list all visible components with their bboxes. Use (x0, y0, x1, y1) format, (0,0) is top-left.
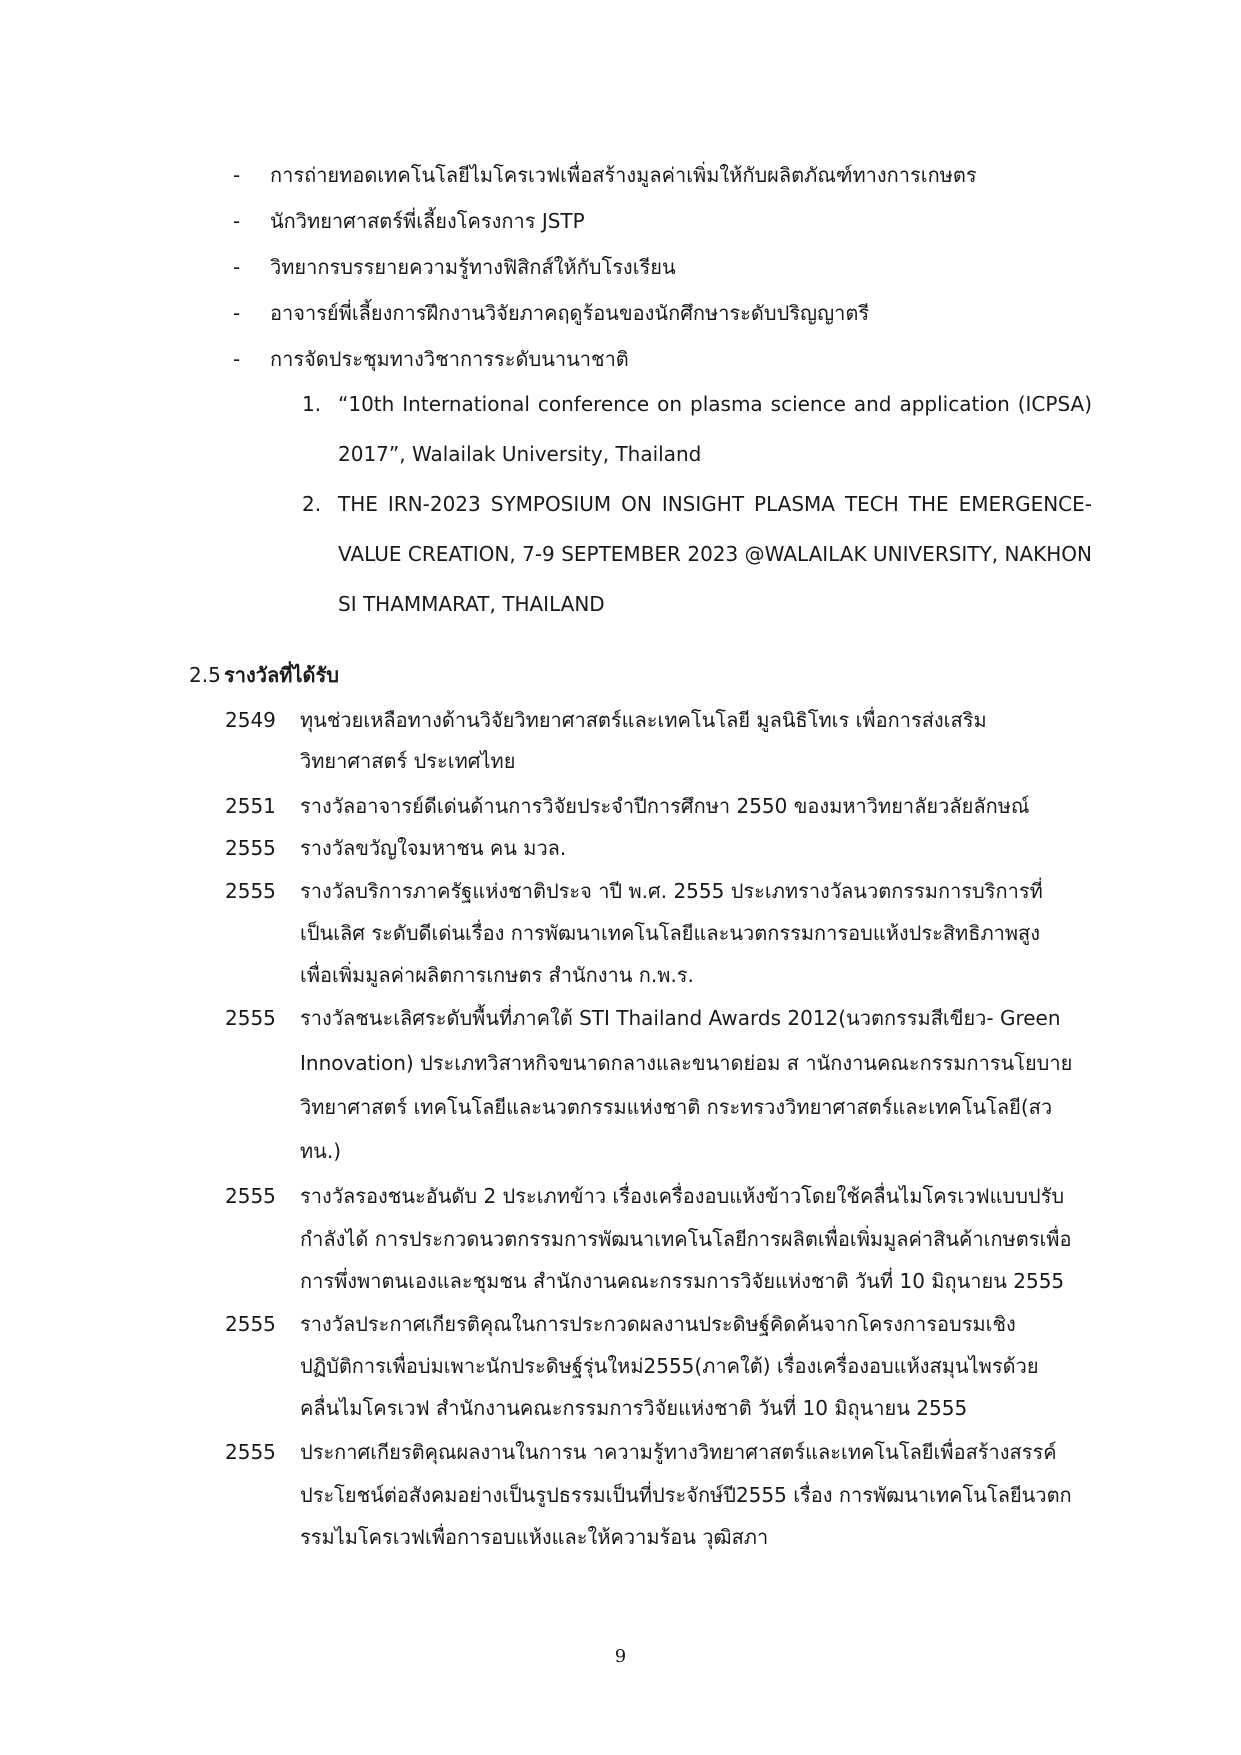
bullet-marker: - (233, 301, 241, 325)
conference-line: SI THAMMARAT, THAILAND (338, 592, 605, 616)
award-line: รรมไมโครเวฟเพื่อการอบแห้งและให้ความร้อน วุฒิสภา (300, 1525, 769, 1549)
award-year: 2555 (225, 1440, 276, 1464)
award-line: เพื่อเพิ่มมูลค่าผลิตการเกษตร สำนักงาน ก.พ.ร. (300, 963, 694, 987)
award-year: 2555 (225, 1312, 276, 1336)
award-line: ปฏิบัติการเพื่อบ่มเพาะนักประดิษฐ์รุ่นใหม่2555(ภาคใต้) เรื่องเครื่องอบแห้งสมุนไพรด้วย (300, 1354, 1039, 1378)
conference-line: THE IRN-2023 SYMPOSIUM ON INSIGHT PLASMA TECH THE EMERGENCE- (338, 492, 1092, 516)
conference-line: VALUE CREATION, 7-9 SEPTEMBER 2023 @WALAILAK UNIVERSITY, NAKHON (338, 542, 1092, 566)
bullet-item-jstp: นักวิทยาศาสตร์พี่เลี้ยงโครงการ JSTP (270, 209, 585, 233)
section-title: รางวัลที่ได้รับ (224, 663, 339, 687)
award-line: คลื่นไมโครเวฟ สำนักงานคณะกรรมการวิจัยแห่งชาติ วันที่ 10 มิถุนายน 2555 (300, 1396, 968, 1420)
award-line: วิทยาศาสตร์ ประเทศไทย (300, 749, 516, 773)
award-line: รางวัลชนะเลิศระดับพื้นที่ภาคใต้ STI Thailand Awards 2012(นวตกรรมสีเขียว- Green (300, 1006, 1061, 1030)
award-line: การพึ่งพาตนเองและชุมชน สำนักงานคณะกรรมการวิจัยแห่งชาติ วันที่ 10 มิถุนายน 2555 (300, 1269, 1065, 1293)
award-line: วิทยาศาสตร์ เทคโนโลยีและนวตกรรมแห่งชาติ กระทรวงวิทยาศาสตร์และเทคโนโลยี(สว (300, 1095, 1053, 1119)
section-number: 2.5 (189, 663, 221, 687)
award-line: กำลังได้ การประกวดนวตกรรมการพัฒนาเทคโนโลยีการผลิตเพื่อเพิ่มมูลค่าสินค้าเกษตรเพื่อ (300, 1227, 1072, 1251)
award-line: ทน.) (300, 1139, 342, 1163)
award-line: รางวัลขวัญใจมหาชน คน มวล. (300, 836, 567, 860)
page-number: 9 (614, 1646, 627, 1667)
award-line: รางวัลประกาศเกียรติคุณในการประกวดผลงานประดิษฐ์คิดค้นจากโครงการอบรมเชิง (300, 1312, 1016, 1336)
conference-line: 2017”, Walailak University, Thailand (338, 442, 702, 466)
bullet-item-microwave-transfer: การถ่ายทอดเทคโนโลยีไมโครเวฟเพื่อสร้างมูลค่าเพิ่มให้กับผลิตภัณฑ์ทางการเกษตร (270, 163, 977, 187)
bullet-item-international-conference: การจัดประชุมทางวิชาการระดับนานาชาติ (270, 347, 629, 371)
award-line: ประกาศเกียรติคุณผลงานในการน าความรู้ทางวิทยาศาสตร์และเทคโนโลยีเพื่อสร้างสรรค์ (300, 1440, 1057, 1464)
bullet-item-summer-research: อาจารย์พี่เลี้ยงการฝึกงานวิจัยภาคฤดูร้อนของนักศึกษาระดับปริญญาตรี (270, 301, 870, 325)
award-year: 2555 (225, 836, 276, 860)
conference-number: 2. (302, 492, 322, 516)
bullet-marker: - (233, 163, 241, 187)
award-line: ทุนช่วยเหลือทางด้านวิจัยวิทยาศาสตร์และเทคโนโลยี มูลนิธิโทเร เพื่อการส่งเสริม (300, 708, 987, 732)
award-year: 2551 (225, 794, 276, 818)
bullet-item-physics-lecturer: วิทยากรบรรยายความรู้ทางฟิสิกส์ให้กับโรงเรียน (270, 255, 676, 279)
award-year: 2555 (225, 879, 276, 903)
award-year: 2555 (225, 1006, 276, 1030)
bullet-marker: - (233, 209, 241, 233)
conference-number: 1. (302, 392, 322, 416)
award-line: รางวัลบริการภาครัฐแห่งชาติประจ าปี พ.ศ. 2555 ประเภทรางวัลนวตกรรมการบริการที่ (300, 879, 1043, 903)
award-year: 2555 (225, 1184, 276, 1208)
award-line: เป็นเลิศ ระดับดีเด่นเรื่อง การพัฒนาเทคโนโลยีและนวตกรรมการอบแห้งประสิทธิภาพสูง (300, 921, 1041, 945)
award-line: ประโยชน์ต่อสังคมอย่างเป็นรูปธรรมเป็นที่ประจักษ์ปี2555 เรื่อง การพัฒนาเทคโนโลยีนวตก (300, 1483, 1072, 1507)
award-line: รางวัลอาจารย์ดีเด่นด้านการวิจัยประจำปีการศึกษา 2550 ของมหาวิทยาลัยวลัยลักษณ์ (300, 794, 1030, 818)
award-line: Innovation) ประเภทวิสาหกิจขนาดกลางและขนาดย่อม ส านักงานคณะกรรมการนโยบาย (300, 1051, 1073, 1075)
award-line: รางวัลรองชนะอันดับ 2 ประเภทข้าว เรื่องเครื่องอบแห้งข้าวโดยใช้คลื่นไมโครเวฟแบบปรับ (300, 1184, 1065, 1208)
conference-line: “10th International conference on plasma science and application (ICPSA) (338, 392, 1092, 416)
bullet-marker: - (233, 255, 241, 279)
award-year: 2549 (225, 708, 276, 732)
bullet-marker: - (233, 347, 241, 371)
